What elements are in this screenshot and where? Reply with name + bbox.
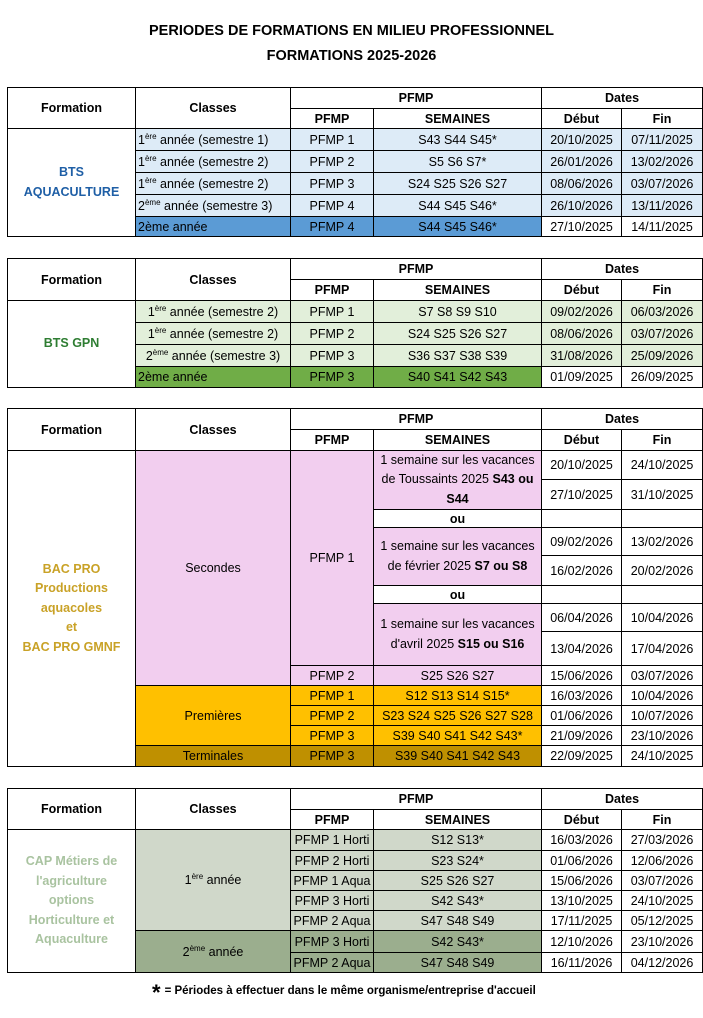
debut-cell: 20/10/2025 <box>542 129 622 151</box>
header-formation: Formation <box>8 789 136 830</box>
header-pfmp: PFMP <box>291 109 374 129</box>
header-debut: Début <box>542 109 622 129</box>
pfmp-cell: PFMP 2 Aqua <box>291 911 374 931</box>
semaines-cell: S42 S43* <box>374 891 542 911</box>
empty-cell <box>622 586 703 604</box>
header-debut: Début <box>542 810 622 830</box>
footnote <box>152 980 536 1006</box>
asterisk-mark: * <box>152 980 161 1005</box>
semaines-cell: S36 S37 S38 S39 <box>374 345 542 367</box>
header-classes: Classes <box>136 409 291 451</box>
page-subtitle: FORMATIONS 2025-2026 <box>266 48 437 64</box>
debut-cell: 16/11/2026 <box>542 953 622 973</box>
fin-cell: 05/12/2025 <box>622 911 703 931</box>
table-row <box>8 129 703 151</box>
class-cap-2eme: 2ème année <box>136 931 291 973</box>
pfmp-cell: PFMP 3 Horti <box>291 891 374 911</box>
debut-cell: 01/09/2025 <box>542 367 622 388</box>
semaines-cell: S23 S24* <box>374 851 542 871</box>
debut-cell: 20/10/2025 <box>542 451 622 480</box>
table-row <box>8 830 703 851</box>
pfmp-cell: PFMP 1 <box>291 301 374 323</box>
semaines-cell: S39 S40 S41 S42 S43* <box>374 726 542 746</box>
fin-cell: 10/04/2026 <box>622 686 703 706</box>
semaines-cell: S47 S48 S49 <box>374 911 542 931</box>
debut-cell: 01/06/2026 <box>542 851 622 871</box>
fin-cell: 03/07/2026 <box>622 871 703 891</box>
header-classes: Classes <box>136 88 291 129</box>
debut-cell: 15/06/2026 <box>542 666 622 686</box>
table-bts-aquaculture <box>7 87 703 237</box>
pfmp-cell: PFMP 3 <box>291 367 374 388</box>
semaines-cell: S42 S43* <box>374 931 542 953</box>
fin-cell: 12/06/2026 <box>622 851 703 871</box>
fin-cell: 26/09/2025 <box>622 367 703 388</box>
fin-cell: 03/07/2026 <box>622 173 703 195</box>
header-dates: Dates <box>542 88 703 109</box>
fin-cell: 10/07/2026 <box>622 706 703 726</box>
table-bts-gpn <box>7 258 703 388</box>
debut-cell: 08/06/2026 <box>542 323 622 345</box>
semaines-cell: 1 semaine sur les vacances de février 2025 S7 ou S8 <box>374 528 542 586</box>
semaines-cell: S47 S48 S49 <box>374 953 542 973</box>
debut-cell: 12/10/2026 <box>542 931 622 953</box>
semaines-cell: S12 S13 S14 S15* <box>374 686 542 706</box>
pfmp-cell: PFMP 3 Horti <box>291 931 374 953</box>
pfmp-cell: PFMP 3 <box>291 746 374 767</box>
fin-cell: 10/04/2026 <box>622 604 703 632</box>
header-semaines: SEMAINES <box>374 280 542 301</box>
pfmp-cell: PFMP 1 <box>291 451 374 666</box>
debut-cell: 27/10/2025 <box>542 217 622 237</box>
debut-cell: 01/06/2026 <box>542 706 622 726</box>
header-semaines: SEMAINES <box>374 430 542 451</box>
debut-cell: 09/02/2026 <box>542 528 622 556</box>
debut-cell: 16/03/2026 <box>542 686 622 706</box>
debut-cell: 22/09/2025 <box>542 746 622 767</box>
header-pfmp: PFMP <box>291 280 374 301</box>
header-pfmp: PFMP <box>291 810 374 830</box>
semaines-cell: S5 S6 S7* <box>374 151 542 173</box>
debut-cell: 16/02/2026 <box>542 556 622 586</box>
debut-cell: 13/04/2026 <box>542 632 622 666</box>
header-fin: Fin <box>622 280 703 301</box>
semaines-cell: S25 S26 S27 <box>374 871 542 891</box>
semaines-cell: S44 S45 S46* <box>374 195 542 217</box>
header-fin: Fin <box>622 430 703 451</box>
fin-cell: 17/04/2026 <box>622 632 703 666</box>
formation-bts-gpn: BTS GPN <box>8 301 136 388</box>
header-semaines: SEMAINES <box>374 810 542 830</box>
header-dates: Dates <box>542 409 703 430</box>
debut-cell: 27/10/2025 <box>542 480 622 510</box>
header-pfmp-group: PFMP <box>291 259 542 280</box>
class-cell: 2ème année (semestre 3) <box>136 345 291 367</box>
header-classes: Classes <box>136 259 291 301</box>
header-debut: Début <box>542 280 622 301</box>
fin-cell: 23/10/2026 <box>622 931 703 953</box>
semaines-cell: S24 S25 S26 S27 <box>374 323 542 345</box>
or-separator: ou <box>374 586 542 604</box>
empty-cell <box>622 510 703 528</box>
fin-cell: 20/02/2026 <box>622 556 703 586</box>
fin-cell: 24/10/2025 <box>622 891 703 911</box>
fin-cell: 23/10/2026 <box>622 726 703 746</box>
header-dates: Dates <box>542 259 703 280</box>
pfmp-cell: PFMP 1 Horti <box>291 830 374 851</box>
pfmp-cell: PFMP 3 <box>291 173 374 195</box>
header-formation: Formation <box>8 259 136 301</box>
class-cell: 1ère année (semestre 1) <box>136 129 291 151</box>
pfmp-cell: PFMP 4 <box>291 195 374 217</box>
fin-cell: 31/10/2025 <box>622 480 703 510</box>
pfmp-cell: PFMP 1 <box>291 686 374 706</box>
fin-cell: 04/12/2026 <box>622 953 703 973</box>
class-cap-1ere: 1ère année <box>136 830 291 931</box>
class-cell: 1ère année (semestre 2) <box>136 151 291 173</box>
header-pfmp: PFMP <box>291 430 374 451</box>
table-row <box>8 301 703 323</box>
semaines-cell: S25 S26 S27 <box>374 666 542 686</box>
pfmp-cell: PFMP 2 <box>291 666 374 686</box>
or-separator: ou <box>374 510 542 528</box>
semaines-cell: S40 S41 S42 S43 <box>374 367 542 388</box>
semaines-cell: S24 S25 S26 S27 <box>374 173 542 195</box>
class-terminales: Terminales <box>136 746 291 767</box>
pfmp-cell: PFMP 2 Aqua <box>291 953 374 973</box>
header-pfmp-group: PFMP <box>291 789 542 810</box>
empty-cell <box>542 586 622 604</box>
fin-cell: 27/03/2026 <box>622 830 703 851</box>
fin-cell: 06/03/2026 <box>622 301 703 323</box>
table-cap <box>7 788 703 973</box>
semaines-cell: 1 semaine sur les vacances de Toussaints 2025 S43 ou S44 <box>374 451 542 510</box>
page-title: PERIODES DE FORMATIONS EN MILIEU PROFESSIONNEL <box>149 23 554 39</box>
header-pfmp-group: PFMP <box>291 409 542 430</box>
header-semaines: SEMAINES <box>374 109 542 129</box>
empty-cell <box>542 510 622 528</box>
class-secondes: Secondes <box>136 451 291 686</box>
header-fin: Fin <box>622 810 703 830</box>
semaines-cell: S39 S40 S41 S42 S43 <box>374 746 542 767</box>
semaines-cell: 1 semaine sur les vacances d'avril 2025 S15 ou S16 <box>374 604 542 666</box>
header-classes: Classes <box>136 789 291 830</box>
header-formation: Formation <box>8 88 136 129</box>
debut-cell: 06/04/2026 <box>542 604 622 632</box>
debut-cell: 21/09/2026 <box>542 726 622 746</box>
pfmp-cell: PFMP 2 <box>291 706 374 726</box>
pfmp-cell: PFMP 2 <box>291 323 374 345</box>
pfmp-cell: PFMP 2 <box>291 151 374 173</box>
formation-bts-aquaculture: BTS AQUACULTURE <box>8 129 136 237</box>
fin-cell: 14/11/2025 <box>622 217 703 237</box>
debut-cell: 16/03/2026 <box>542 830 622 851</box>
fin-cell: 24/10/2025 <box>622 746 703 767</box>
semaines-cell: S43 S44 S45* <box>374 129 542 151</box>
debut-cell: 26/10/2026 <box>542 195 622 217</box>
debut-cell: 15/06/2026 <box>542 871 622 891</box>
class-cell: 1ère année (semestre 2) <box>136 173 291 195</box>
pfmp-cell: PFMP 1 Aqua <box>291 871 374 891</box>
class-premieres: Premières <box>136 686 291 746</box>
fin-cell: 24/10/2025 <box>622 451 703 480</box>
class-cell: 2ème année (semestre 3) <box>136 195 291 217</box>
debut-cell: 09/02/2026 <box>542 301 622 323</box>
header-fin: Fin <box>622 109 703 129</box>
class-cell: 2ème année <box>136 367 291 388</box>
fin-cell: 13/02/2026 <box>622 151 703 173</box>
footnote-text: = Périodes à effectuer dans le même organisme/entreprise d'accueil <box>164 985 536 997</box>
pfmp-cell: PFMP 4 <box>291 217 374 237</box>
table-row <box>8 451 703 480</box>
header-debut: Début <box>542 430 622 451</box>
table-bac-pro <box>7 408 703 767</box>
pfmp-cell: PFMP 3 <box>291 345 374 367</box>
formation-bac-pro: BAC PRO Productions aquacoles et BAC PRO GMNF <box>8 451 136 767</box>
pfmp-cell: PFMP 3 <box>291 726 374 746</box>
formation-cap: CAP Métiers de l'agriculture options Horticulture et Aquaculture <box>8 830 136 973</box>
fin-cell: 13/11/2026 <box>622 195 703 217</box>
class-cell: 2ème année <box>136 217 291 237</box>
fin-cell: 13/02/2026 <box>622 528 703 556</box>
fin-cell: 25/09/2026 <box>622 345 703 367</box>
debut-cell: 17/11/2025 <box>542 911 622 931</box>
debut-cell: 26/01/2026 <box>542 151 622 173</box>
fin-cell: 03/07/2026 <box>622 666 703 686</box>
debut-cell: 31/08/2026 <box>542 345 622 367</box>
header-dates: Dates <box>542 789 703 810</box>
debut-cell: 08/06/2026 <box>542 173 622 195</box>
semaines-cell: S23 S24 S25 S26 S27 S28 <box>374 706 542 726</box>
debut-cell: 13/10/2025 <box>542 891 622 911</box>
fin-cell: 07/11/2025 <box>622 129 703 151</box>
semaines-cell: S7 S8 S9 S10 <box>374 301 542 323</box>
pfmp-cell: PFMP 2 Horti <box>291 851 374 871</box>
pfmp-cell: PFMP 1 <box>291 129 374 151</box>
header-pfmp-group: PFMP <box>291 88 542 109</box>
class-cell: 1ère année (semestre 2) <box>136 323 291 345</box>
semaines-cell: S44 S45 S46* <box>374 217 542 237</box>
class-cell: 1ère année (semestre 2) <box>136 301 291 323</box>
header-formation: Formation <box>8 409 136 451</box>
fin-cell: 03/07/2026 <box>622 323 703 345</box>
semaines-cell: S12 S13* <box>374 830 542 851</box>
